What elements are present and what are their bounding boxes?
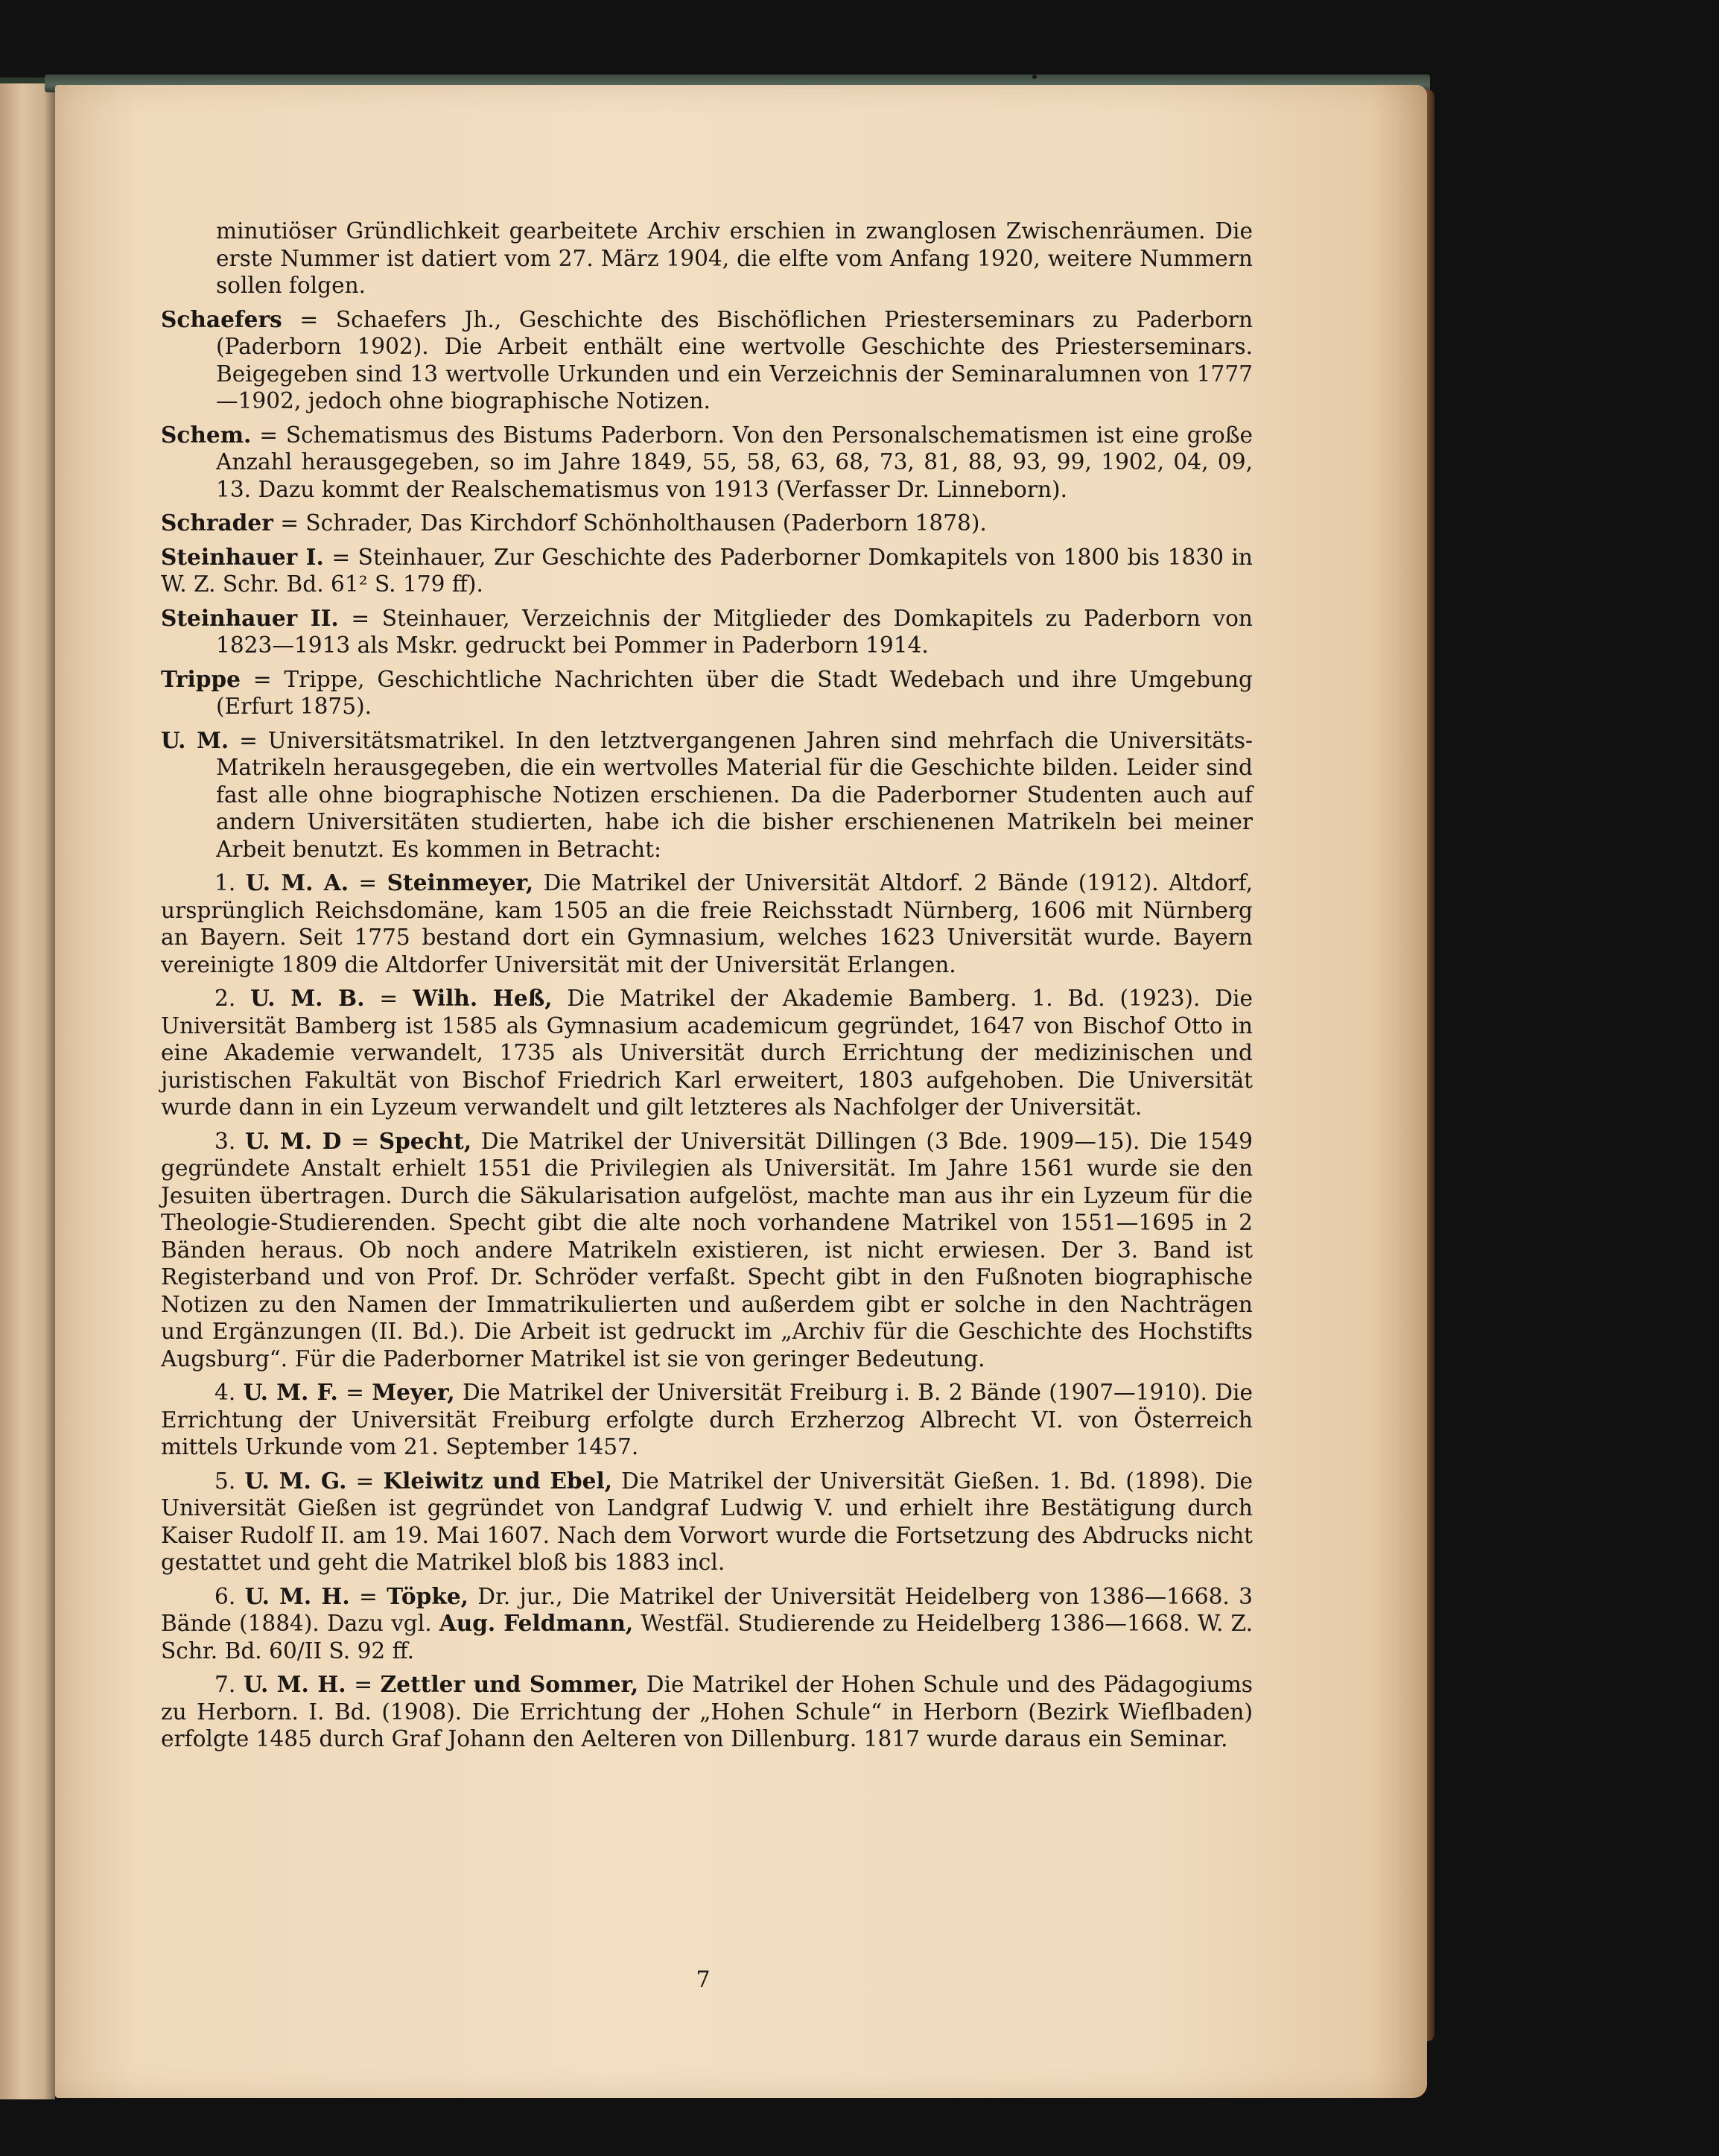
item-abbr: U. M. H.	[243, 1671, 346, 1697]
item-abbr: U. M. D	[245, 1127, 342, 1154]
item-author: Steinmeyer,	[387, 869, 534, 895]
item-author: Kleiwitz und Ebel,	[383, 1467, 613, 1494]
entry-steinhauer-2: Steinhauer II. = Steinhauer, Verzeichnis der Mitglieder des Domkapitels zu Paderborn von 1823—1913 als Mskr. gedruckt bei Pommer in Paderborn 1914.	[161, 604, 1253, 658]
item-author: Wilh. Heß,	[413, 985, 553, 1011]
entry-schem: Schem. = Schematismus des Bistums Paderborn. Von den Personalschematismen ist eine große Anzahl herausgegeben, so im Jahre 1849, 55, 58, 63, 68, 73, 81, 88, 93, 99, 1902, 04, 09, 13. Dazu kommt der Realschematismus von 1913 (Verfasser Dr. Linneborn).	[161, 421, 1253, 502]
left-page-edge	[0, 83, 55, 2099]
entry-trippe: Trippe = Trippe, Geschichtliche Nachrichten über die Stadt Wedebach und ihre Umgebung (Erfurt 1875).	[161, 665, 1253, 719]
entry-term: U. M.	[161, 726, 229, 753]
item-abbr: U. M. H.	[244, 1582, 350, 1609]
entry-term: Trippe	[161, 665, 241, 692]
item-author: Meyer,	[372, 1379, 455, 1405]
entry-term: Schaefers	[161, 305, 282, 332]
entry-universitaetsmatrikel: U. M. = Universitätsmatrikel. In den letztvergangenen Jahren sind mehrfach die Universitäts-Matrikeln herausgegeben, die ein wertvolles Material für die Geschichte bilden. Leider sind fast alle ohne biographische Notizen erschienen. Da die Paderborner Studenten auch auf andern Universitäten studierten, habe ich die bisher erschienenen Matrikeln bei meiner Arbeit benutzt. Es kommen in Betracht:	[161, 726, 1253, 862]
entry-steinhauer-1: Steinhauer I. = Steinhauer, Zur Geschichte des Paderborner Domkapitels von 1800 bis 1830 in W. Z. Schr. Bd. 61² S. 179 ff).	[161, 543, 1253, 597]
item-author: Töpke,	[387, 1582, 468, 1609]
item-author: Zettler und Sommer,	[380, 1671, 639, 1697]
matrikel-item-4: 4. U. M. F. = Meyer, Die Matrikel der Universität Freiburg i. B. 2 Bände (1907—1910). Die Errichtung der Universität Freiburg erfolgte durch Erzherzog Albrecht VI. von Österreich mittels Urkunde vom 21. September 1457.	[161, 1379, 1253, 1459]
page-number: 7	[696, 1967, 711, 1993]
matrikel-item-5: 5. U. M. G. = Kleiwitz und Ebel, Die Matrikel der Universität Gießen. 1. Bd. (1898). Die Universität Gießen ist gegründet von Landgraf Ludwig V. und erhielt ihre Bestätigung durch Kaiser Rudolf II. am 19. Mai 1607. Nach dem Vorwort wurde die Fortsetzung des Abdrucks nicht gestattet und geht die Matrikel bloß bis 1883 incl.	[161, 1467, 1253, 1575]
item-abbr: U. M. B.	[250, 985, 365, 1011]
entry-schaefers: Schaefers = Schaefers Jh., Geschichte des Bischöflichen Priesterseminars zu Paderborn (Paderborn 1902). Die Arbeit enthält eine wertvolle Geschichte des Priesterseminars. Beigegeben sind 13 wertvolle Urkunden und ein Verzeichnis der Seminaralumnen von 1777—1902, jedoch ohne biographische Notizen.	[161, 305, 1253, 413]
ink-speck	[1032, 74, 1037, 79]
item-author-2: Aug. Feldmann,	[439, 1610, 634, 1636]
matrikel-item-3: 3. U. M. D = Specht, Die Matrikel der Universität Dillingen (3 Bde. 1909—15). Die 1549 gegründete Anstalt erhielt 1551 die Privilegien als Universität. Im Jahre 1561 wurde sie den Jesuiten übertragen. Durch die Säkularisation aufgelöst, machte man aus ihr ein Lyzeum für die Theologie-Studierenden. Specht gibt die alte noch vorhandene Matrikel von 1551—1695 in 2 Bänden heraus. Ob noch andere Matrikeln existieren, ist nicht erwiesen. Der 3. Band ist Registerband und von Prof. Dr. Schröder verfaßt. Specht gibt in den Fußnoten biographische Notizen zu den Namen der Immatrikulierten und außerdem gibt er solche in den Nachträgen und Ergänzungen (II. Bd.). Die Arbeit ist gedruckt im „Archiv für die Geschichte des Hochstifts Augsburg“. Für die Paderborner Matrikel ist sie von geringer Bedeutung.	[161, 1127, 1253, 1372]
matrikel-item-7: 7. U. M. H. = Zettler und Sommer, Die Matrikel der Hohen Schule und des Pädagogiums zu Herborn. I. Bd. (1908). Die Errichtung der „Hohen Schule“ in Herborn (Bezirk Wieflbaden) erfolgte 1485 durch Graf Johann den Aelteren von Dillenburg. 1817 wurde daraus ein Seminar.	[161, 1671, 1253, 1751]
item-abbr: U. M. G.	[244, 1467, 347, 1494]
matrikel-item-1: 1. U. M. A. = Steinmeyer, Die Matrikel der Universität Altdorf. 2 Bände (1912). Altdorf, ursprünglich Reichsdomäne, kam 1505 an die freie Reichsstadt Nürnberg, 1606 mit Nürnberg an Bayern. Seit 1775 bestand dort ein Gymnasium, welches 1623 Universität wurde. Bayern vereinigte 1809 die Altdorfer Universität mit der Universität Erlangen.	[161, 869, 1253, 977]
entry-schrader: Schrader = Schrader, Das Kirchdorf Schönholthausen (Paderborn 1878).	[161, 510, 987, 536]
item-abbr: U. M. A.	[245, 869, 349, 895]
item-author: Specht,	[378, 1127, 472, 1154]
item-abbr: U. M. F.	[243, 1379, 338, 1405]
entry-term: Schem.	[161, 421, 252, 448]
matrikel-item-6: 6. U. M. H. = Töpke, Dr. jur., Die Matrikel der Universität Heidelberg von 1386—1668. 3 Bände (1884). Dazu vgl. Aug. Feldmann, Westfäl. Studierende zu Heidelberg 1386—1668. W. Z. Schr. Bd. 60/II S. 92 ff.	[161, 1582, 1253, 1664]
paragraph-continuation: minutiöser Gründlichkeit gearbeitete Archiv erschien in zwanglosen Zwischenräumen. Die erste Nummer ist datiert vom 27. März 1904, die elfte vom Anfang 1920, weitere Nummern sollen folgen.	[216, 218, 1253, 298]
matrikel-item-2: 2. U. M. B. = Wilh. Heß, Die Matrikel der Akademie Bamberg. 1. Bd. (1923). Die Universität Bamberg ist 1585 als Gymnasium academicum gegründet, 1647 von Bischof Otto in eine Akademie verwandelt, 1735 als Universität durch Errichtung der medizinischen und juristischen Fakultät von Bischof Friedrich Karl erweitert, 1803 aufgehoben. Die Universität wurde dann in ein Lyzeum verwandelt und gilt letzteres als Nachfolger der Universität.	[161, 985, 1253, 1120]
entry-term: Schrader	[161, 510, 273, 536]
entry-term: Steinhauer I.	[161, 543, 324, 570]
page-text	[161, 218, 1253, 1760]
entry-term: Steinhauer II.	[161, 604, 339, 631]
